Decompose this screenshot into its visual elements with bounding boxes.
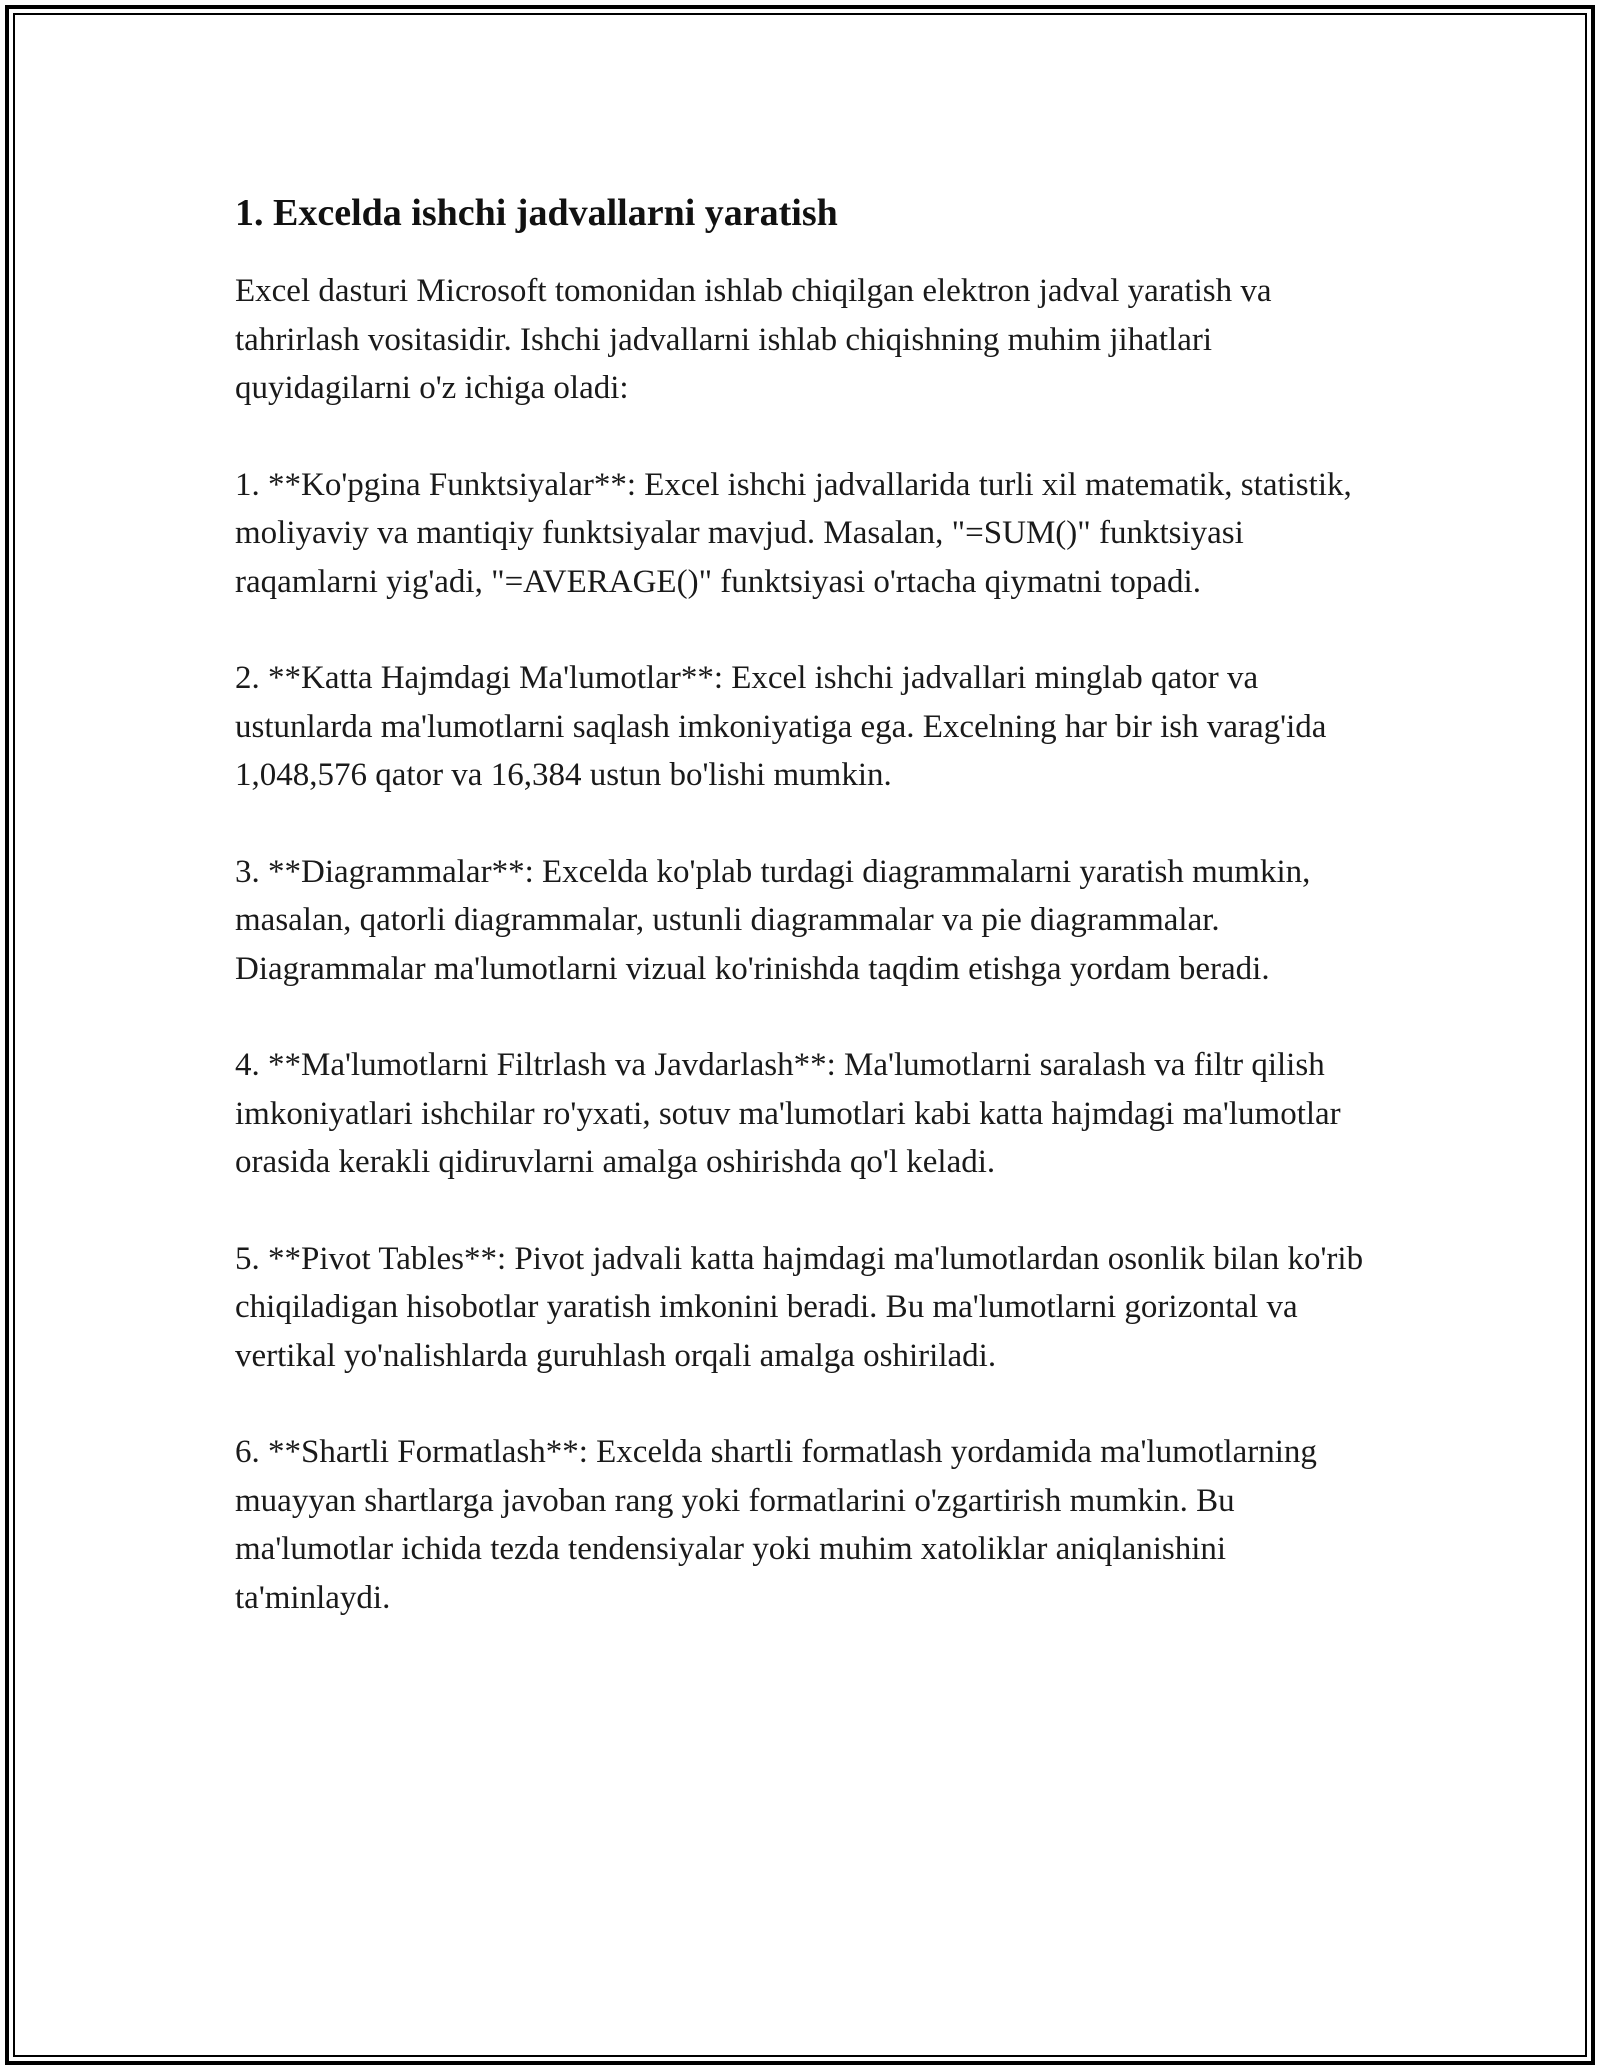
list-item-filtering: 4. **Ma'lumotlarni Filtrlash va Javdarlash**: Ma'lumotlarni saralash va filtr qilish imkoniyatlari ishchilar ro'yxati, sotuv ma'lumotlari kabi katta hajmdagi ma'lumotlar orasida kerakli qidiruvlarni amalga oshirishda qo'l keladi. bbox=[235, 1047, 1341, 1180]
list-item-conditional-formatting: 6. **Shartli Formatlash**: Excelda shartli formatlash yordamida ma'lumotlarning muayyan shartlarga javoban rang yoki formatlarini o'zgartirish mumkin. Bu ma'lumotlar ichida tezda tendensiyalar yoki muhim xatoliklar aniqlanishini ta'minlaydi. bbox=[235, 1434, 1317, 1616]
list-item-large-data: 2. **Katta Hajmdagi Ma'lumotlar**: Excel ishchi jadvallari minglab qator va ustunlarda ma'lumotlarni saqlash imkoniyatiga ega. Excelning har bir ish varag'ida 1,048,576 qator va 16,384 ustun bo'lishi mumkin. bbox=[235, 660, 1327, 793]
list-item-pivot-tables: 5. **Pivot Tables**: Pivot jadvali katta hajmdagi ma'lumotlardan osonlik bilan ko'rib chiqiladigan hisobotlar yaratish imkonini beradi. Bu ma'lumotlarni gorizontal va vertikal yo'nalishlarda guruhlash orqali amalga oshiriladi. bbox=[235, 1240, 1364, 1374]
section-heading: 1. Excelda ishchi jadvallarni yaratish bbox=[235, 192, 838, 234]
list-item-functions: 1. **Ko'pgina Funktsiyalar**: Excel ishchi jadvallarida turli xil matematik, statistik, moliyaviy va mantiqiy funktsiyalar mavjud. Masalan, "=SUM()" funktsiyasi raqamlarni yig'adi, "=AVERAGE()" funktsiyasi o'rtacha qiymatni topadi. bbox=[235, 466, 1352, 600]
list-item-charts: 3. **Diagrammalar**: Excelda ko'plab turdagi diagrammalarni yaratish mumkin, masalan, qatorli diagrammalar, ustunli diagrammalar va pie diagrammalar. Diagrammalar ma'lumotlarni vizual ko'rinishda taqdim etishga yordam beradi. bbox=[235, 853, 1311, 987]
document-body bbox=[235, 185, 1375, 1670]
intro-paragraph: Excel dasturi Microsoft tomonidan ishlab chiqilgan elektron jadval yaratish va tahrirlash vositasidir. Ishchi jadvallarni ishlab chiqishning muhim jihatlari quyidagilarni o'z ichiga oladi: bbox=[235, 273, 1272, 406]
